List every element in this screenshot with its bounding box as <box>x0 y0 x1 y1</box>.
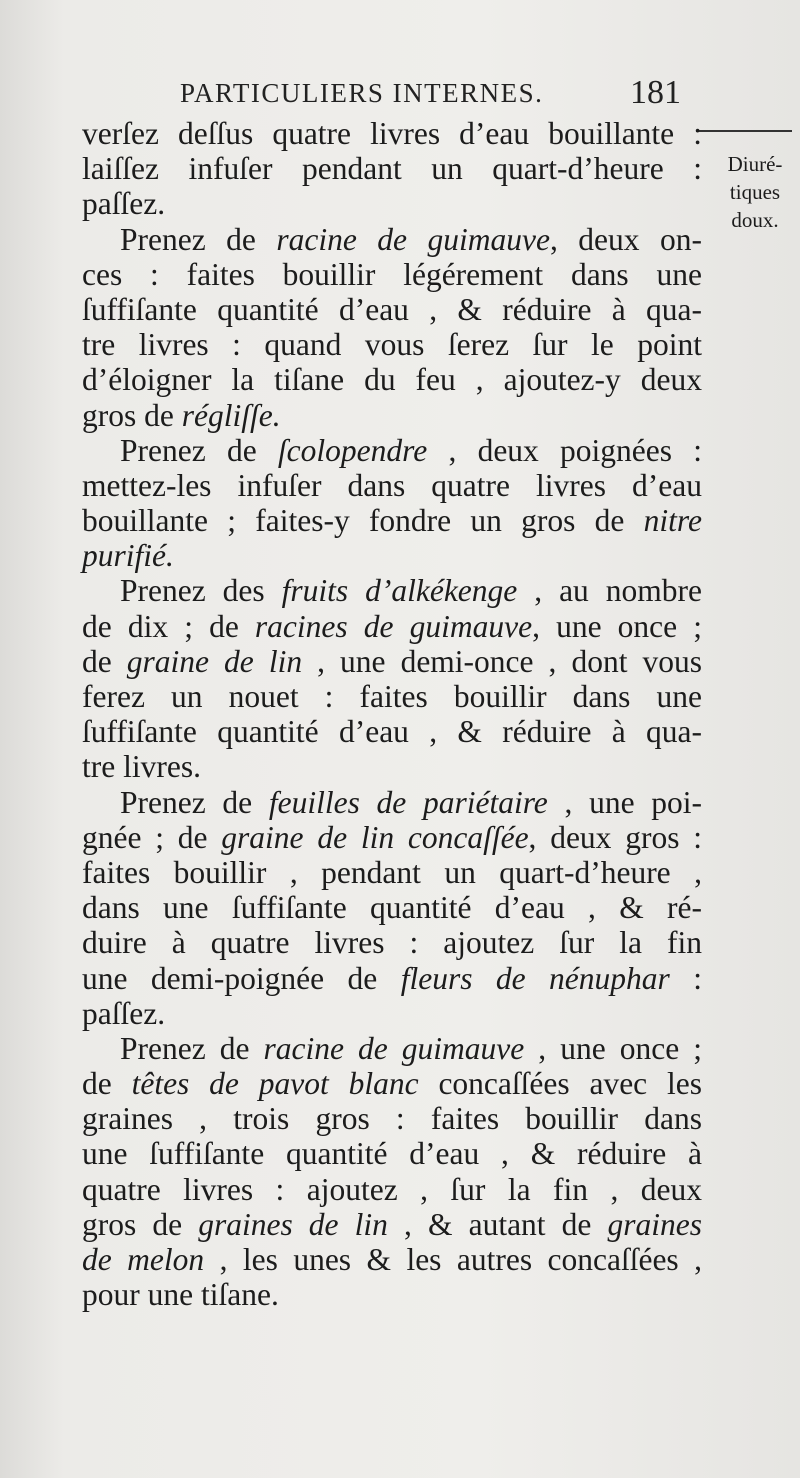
italic-term: fleurs de nénuphar <box>400 960 670 996</box>
text-line <box>82 890 702 925</box>
text-run: Prenez de <box>120 784 269 820</box>
text-run: gros de <box>82 1206 199 1242</box>
page-number: 181 <box>630 74 681 111</box>
italic-term: graine de lin concaſſée <box>221 819 529 855</box>
text-run: , une once ; <box>532 608 702 644</box>
text-line <box>82 961 702 996</box>
text-line <box>82 820 702 855</box>
text-line <box>82 1207 702 1242</box>
text-run: , deux poignées : <box>427 432 702 468</box>
text-run: , une demi-once , dont vous <box>302 643 703 679</box>
text-line <box>82 855 702 890</box>
text-line <box>82 468 702 503</box>
italic-term: fruits d’alkékenge <box>281 573 518 609</box>
text-run: Prenez de <box>120 432 278 468</box>
italic-term: racine de guimauve <box>263 1030 525 1066</box>
text-line <box>82 1101 702 1136</box>
text-line <box>82 538 702 573</box>
text-run: tre livres : quand vous ſerez ſur le point <box>82 327 702 363</box>
text-line <box>82 257 702 292</box>
text-run: paſſez. <box>82 186 166 222</box>
text-run: de <box>82 643 127 679</box>
italic-term: purifié. <box>82 538 174 574</box>
text-run: , au nombre <box>517 573 702 609</box>
text-line <box>82 398 702 433</box>
text-line <box>82 1242 702 1277</box>
italic-term: feuilles de pariétaire <box>268 784 548 820</box>
text-run: de <box>82 1066 132 1102</box>
text-line <box>82 609 702 644</box>
text-run: concaſſées avec les <box>418 1066 703 1102</box>
margin-note-line: doux. <box>731 208 779 232</box>
italic-term: graine de lin <box>126 643 303 679</box>
text-run: bouillante ; faites-y fondre un gros de <box>82 503 644 539</box>
text-line <box>82 433 702 468</box>
text-run: graines , trois gros : faites bouillir dans <box>82 1101 702 1137</box>
italic-term: racines de guimauve <box>254 608 533 644</box>
text-line <box>82 503 702 538</box>
text-line <box>82 151 702 186</box>
text-line <box>82 679 702 714</box>
text-run: ces : faites bouillir légérement dans une <box>82 256 702 292</box>
text-run: dans une ſuffiſante quantité d’eau , & ré- <box>82 890 702 926</box>
text-run: d’éloigner la tiſane du feu , ajoutez-y deux <box>82 362 702 398</box>
text-run: mettez-les infuſer dans quatre livres d’eau <box>82 467 702 503</box>
italic-term: de melon <box>82 1242 205 1277</box>
text-run: : <box>669 960 702 996</box>
text-line <box>82 1277 702 1312</box>
text-run: pour une tiſane. <box>82 1277 279 1313</box>
text-run: paſſez. <box>82 995 166 1031</box>
text-line <box>82 327 702 362</box>
text-run: ſuffiſante quantité d’eau , & réduire à qua- <box>82 714 702 750</box>
text-run: quatre livres : ajoutez , ſur la fin , deux <box>82 1171 702 1207</box>
italic-term: ſcolopendre <box>277 432 428 468</box>
margin-note-line: tiques <box>729 180 781 204</box>
italic-term: régliſſe. <box>181 397 281 433</box>
text-run: duire à quatre livres : ajoutez ſur la fin <box>82 925 702 961</box>
text-run: ferez un nouet : faites bouillir dans une <box>82 679 702 714</box>
text-run: , une once ; <box>524 1030 702 1066</box>
text-run: verſez deſſus quatre livres d’eau bouillante : <box>82 116 702 151</box>
text-line <box>82 186 702 221</box>
text-run: faites bouillir , pendant un quart-d’heure , <box>82 854 702 890</box>
text-line <box>82 996 702 1031</box>
text-line <box>82 714 702 749</box>
italic-term: têtes de pavot blanc <box>131 1066 419 1102</box>
body-text <box>82 116 702 1312</box>
text-run: de dix ; de <box>82 608 255 644</box>
margin-note <box>712 150 798 234</box>
text-line <box>82 1172 702 1207</box>
text-line <box>82 785 702 820</box>
text-line <box>82 573 702 608</box>
text-run: ſuffiſante quantité d’eau , & réduire à qua- <box>82 291 702 327</box>
text-run: Prenez de <box>120 221 277 257</box>
text-run: , les unes & les autres concaſſées , <box>204 1242 702 1277</box>
text-line <box>82 1031 702 1066</box>
margin-rule <box>696 130 792 132</box>
italic-term: graines <box>607 1206 703 1242</box>
italic-term: graines de lin <box>198 1206 388 1242</box>
text-run: gros de <box>82 397 182 433</box>
italic-term: nitre <box>643 503 702 539</box>
running-head: PARTICULIERS INTERNES. <box>180 78 544 108</box>
text-run: , deux on- <box>549 221 702 257</box>
text-run: , deux gros : <box>528 819 702 855</box>
text-line <box>82 749 702 784</box>
text-line <box>82 292 702 327</box>
text-run: laiſſez infuſer pendant un quart-d’heure : <box>82 151 702 187</box>
text-line <box>82 1136 702 1171</box>
text-run: tre livres. <box>82 749 201 785</box>
text-run: une demi-poignée de <box>82 960 401 996</box>
text-line <box>82 925 702 960</box>
text-line <box>82 362 702 397</box>
text-run: , une poi- <box>547 784 702 820</box>
text-line <box>82 1066 702 1101</box>
text-line <box>82 116 702 151</box>
text-line <box>82 222 702 257</box>
margin-note-line: Diuré- <box>727 152 783 176</box>
text-line <box>82 644 702 679</box>
text-run: une ſuffiſante quantité d’eau , & réduire à <box>82 1136 702 1172</box>
italic-term: racine de guimauve <box>276 221 550 257</box>
text-run: , & autant de <box>387 1206 608 1242</box>
text-run: gnée ; de <box>82 819 222 855</box>
text-run: Prenez des <box>120 573 282 609</box>
text-run: Prenez de <box>120 1030 264 1066</box>
